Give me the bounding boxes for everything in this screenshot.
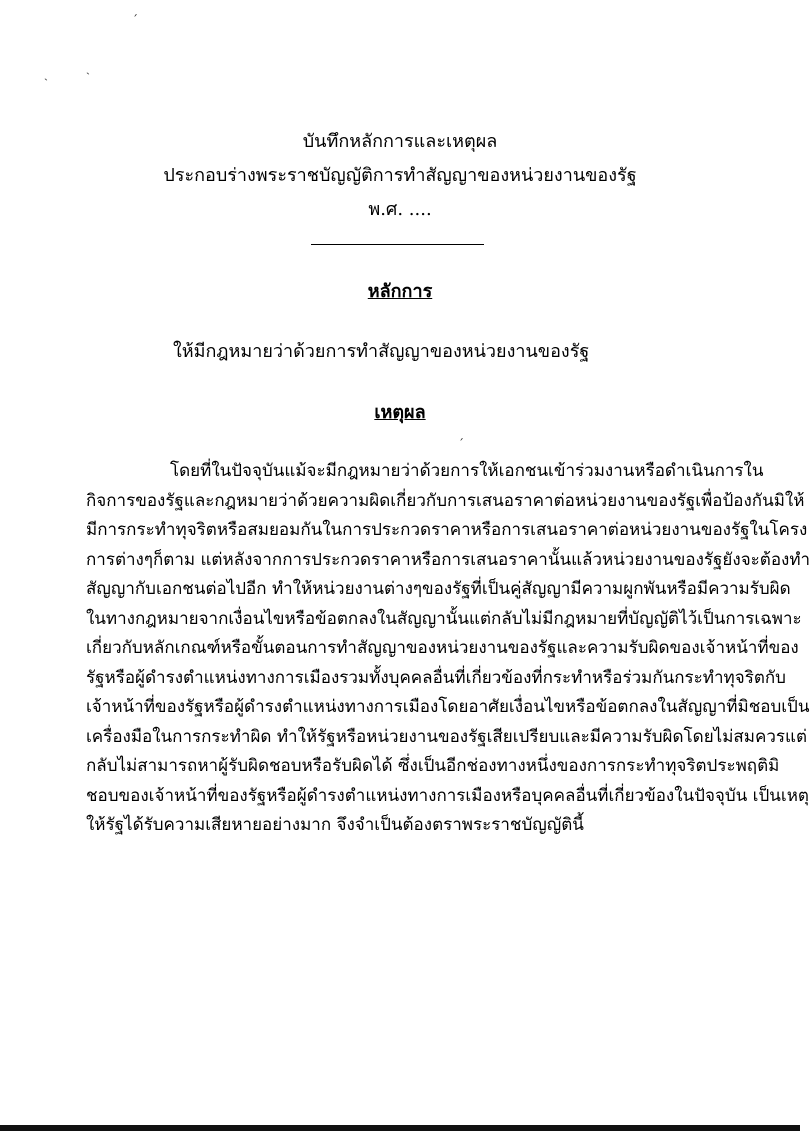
reasons-line: ให้รัฐได้รับความเสียหายอย่างมาก จึงจำเป็นต้องตราพระราชบัญญัตินี้	[86, 815, 584, 835]
reasons-line: สัญญากับเอกชนต่อไปอีก ทำให้หน่วยงานต่างๆของรัฐที่เป็นคู่สัญญามีความผูกพันหรือมีความรับผิด	[86, 579, 791, 599]
principle-text: ให้มีกฎหมายว่าด้วยการทำสัญญาของหน่วยงานของรัฐ	[173, 341, 590, 362]
title-line-year: พ.ศ. ....	[368, 199, 432, 220]
reasons-line: การต่างๆก็ตาม แต่หลังจากการประกวดราคาหรือการเสนอราคานั้นแล้วหน่วยงานของรัฐยังจะต้องทำ	[86, 549, 810, 570]
reasons-line: เครื่องมือในการกระทำผิด ทำให้รัฐหรือหน่วยงานของรัฐเสียเปรียบและมีความรับผิดโดยไม่สมควรแต่	[86, 726, 808, 747]
scan-speck: ˏ	[44, 67, 48, 81]
title-divider	[311, 244, 484, 245]
document-title	[0, 125, 800, 227]
principle-heading: หลักการ	[367, 281, 433, 302]
title-line-memo: บันทึกหลักการและเหตุผล	[302, 131, 498, 152]
scan-speck: ˊ	[132, 13, 138, 27]
title-line-bill-name: ประกอบร่างพระราชบัญญัติการทำสัญญาของหน่วยงานของรัฐ	[163, 165, 637, 186]
reasons-heading: เหตุผล	[374, 402, 426, 423]
reasons-line: มีการกระทำทุจริตหรือสมยอมกันในการประกวดราคาหรือการเสนอราคาต่อหน่วยงานของรัฐในโครง	[86, 520, 808, 540]
scan-bottom-edge	[0, 1125, 800, 1131]
reasons-line: เกี่ยวกับหลักเกณฑ์หรือขั้นตอนการทำสัญญาของหน่วยงานของรัฐและความรับผิดของเจ้าหน้าที่ของ	[86, 638, 799, 658]
reasons-line: โดยที่ในปัจจุบันแม้จะมีกฎหมายว่าด้วยการให้เอกชนเข้าร่วมงานหรือดำเนินการใน	[170, 461, 764, 481]
reasons-line: เจ้าหน้าที่ของรัฐหรือผู้ดำรงตำแหน่งทางการเมืองโดยอาศัยเงื่อนไขหรือข้อตกลงในสัญญาที่มิชอบเป็น	[86, 697, 810, 717]
scan-speck: ˎ	[86, 61, 90, 75]
reasons-line: รัฐหรือผู้ดำรงตำแหน่งทางการเมืองรวมทั้งบุคคลอื่นที่เกี่ยวข้องที่กระทำหรือร่วมกันกระทำทุจริตกับ	[86, 667, 786, 688]
reasons-line: กิจการของรัฐและกฎหมายว่าด้วยความผิดเกี่ยวกับการเสนอราคาต่อหน่วยงานของรัฐเพื่อป้องกันมิให้	[86, 490, 805, 511]
reasons-line: ชอบของเจ้าหน้าที่ของรัฐหรือผู้ดำรงตำแหน่งทางการเมืองหรือบุคคลอื่นที่เกี่ยวข้องในปัจจุบัน เป็นเหตุ	[86, 785, 809, 806]
reasons-paragraph	[86, 457, 810, 841]
reasons-line: กลับไม่สามารถหาผู้รับผิดชอบหรือรับผิดได้ ซึ่งเป็นอีกช่องทางหนึ่งของการกระทำทุจริตประพฤติมิ	[86, 756, 780, 776]
scan-speck: ˊ	[458, 437, 464, 451]
reasons-line: ในทางกฎหมายจากเงื่อนไขหรือข้อตกลงในสัญญานั้นแต่กลับไม่มีกฎหมายที่บัญญัติไว้เป็นการเฉพาะ	[86, 608, 802, 629]
